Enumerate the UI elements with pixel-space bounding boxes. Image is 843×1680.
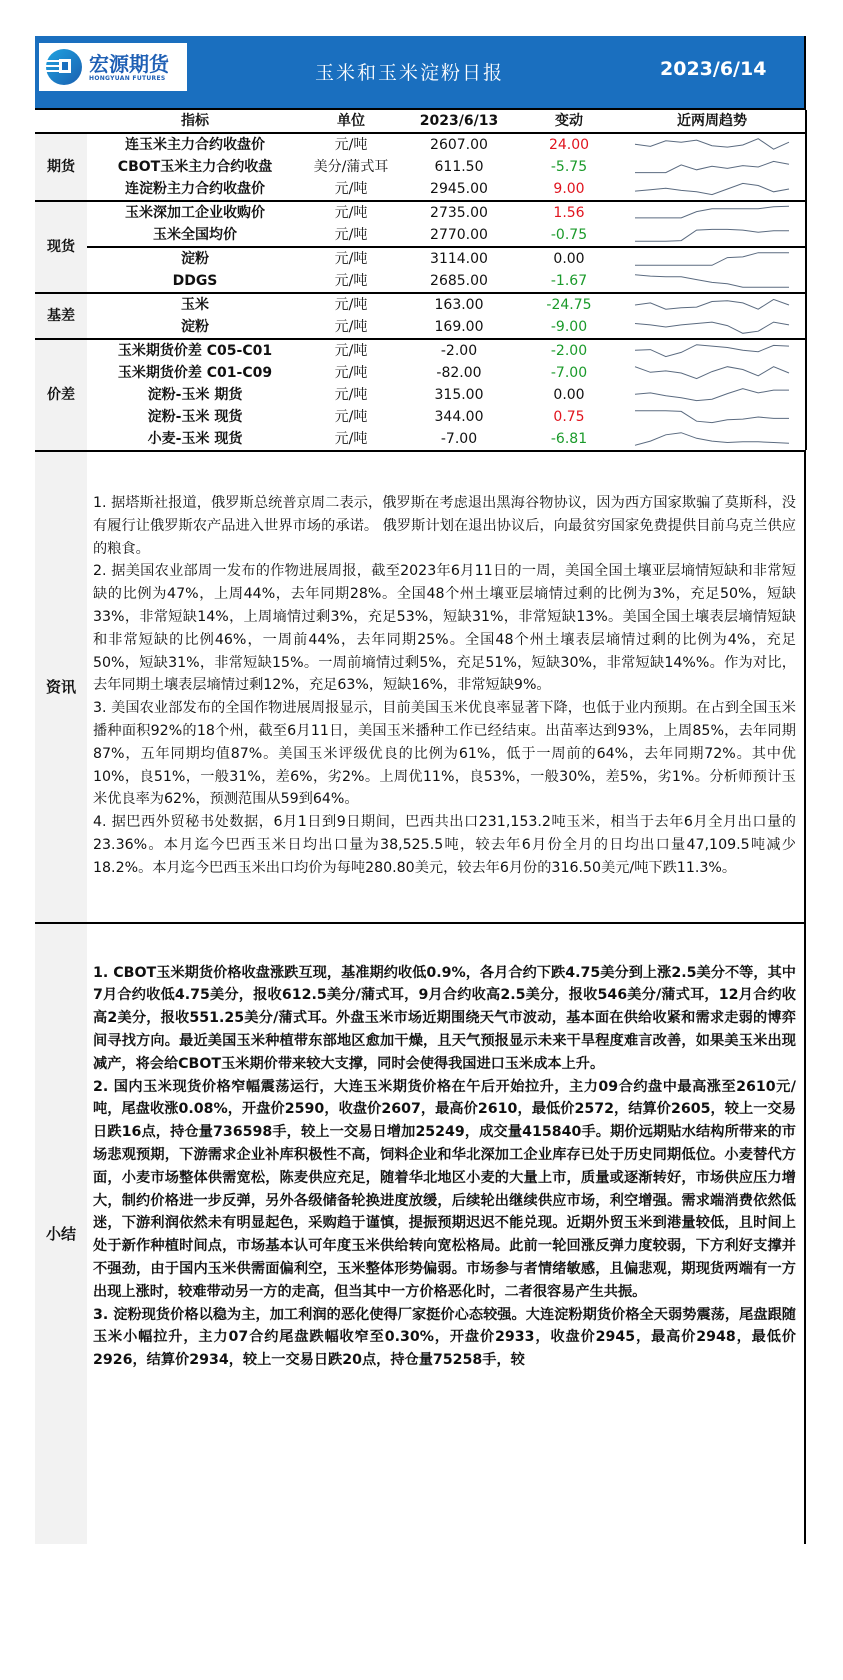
header-category	[35, 110, 87, 133]
category-label: 价差	[35, 339, 87, 450]
sparkline-chart-icon	[633, 180, 791, 198]
table-row	[35, 406, 806, 428]
value: 2685.00	[430, 273, 488, 289]
value: 344.00	[434, 409, 484, 425]
table-row	[35, 224, 806, 247]
value: 611.50	[434, 159, 484, 175]
indicator-name: 玉米深加工企业收购价	[87, 201, 303, 224]
value: -82.00	[436, 365, 482, 381]
indicator-name: 玉米全国均价	[153, 227, 237, 243]
value: 163.00	[399, 293, 519, 316]
report-date: 2023/6/14	[660, 58, 767, 80]
trend-sparkline	[619, 224, 806, 247]
indicator-name: CBOT玉米主力合约收盘	[117, 159, 273, 175]
header-trend: 近两周趋势	[619, 110, 806, 133]
category-label: 期货	[35, 133, 87, 201]
summary-paragraph: 1. CBOT玉米期货价格收盘涨跌互现，基准期约收低0.9%，各月合约下跌4.75美分到上涨2.5美分不等，其中7月合约收低4.75美分，报收612.5美分/蒲式耳，9月合约收高2.5美分，报收546美分/蒲式耳，12月合约收高2美分，报收551.25美分/蒲式耳。外盘玉米市场近期围绕天气市波动，基本面在供给收紧和需求走弱的博弈间寻找方向。最近美国玉米种植带东部地区愈加干燥，且天气预报显示未来干旱程度难言改善，如果美玉米出现减产，将会给CBOT玉米期价带来较大支撑，同时会使得我国进口玉米成本上升。	[93, 964, 796, 1072]
unit: 元/吨	[334, 409, 368, 425]
category-label: 现货	[35, 201, 87, 293]
daily-report	[35, 36, 806, 1544]
report-title: 玉米和玉米淀粉日报	[315, 62, 505, 84]
change: -0.75	[550, 227, 588, 243]
table-row	[35, 133, 806, 156]
change: 0.00	[519, 247, 619, 270]
unit: 元/吨	[334, 387, 368, 403]
sparkline-chart-icon	[633, 408, 791, 426]
value: -7.00	[440, 431, 478, 447]
trend-sparkline	[619, 133, 806, 156]
unit: 元/吨	[334, 319, 368, 335]
table-row	[35, 362, 806, 384]
indicator-name: 玉米期货价差 C01-C09	[117, 365, 273, 381]
unit: 元/吨	[303, 339, 399, 362]
change: 9.00	[553, 181, 585, 197]
value: 2770.00	[430, 227, 488, 243]
news-category-label: 资讯	[35, 452, 87, 922]
table-row	[35, 316, 806, 339]
value: 2607.00	[399, 133, 519, 156]
unit: 元/吨	[334, 227, 368, 243]
indicator-name: 淀粉	[87, 247, 303, 270]
unit: 元/吨	[334, 365, 368, 381]
indicator-name: 淀粉-玉米 期货	[147, 387, 243, 403]
value: 315.00	[434, 387, 484, 403]
unit: 元/吨	[303, 201, 399, 224]
value: -2.00	[399, 339, 519, 362]
trend-sparkline	[619, 178, 806, 201]
trend-sparkline	[619, 339, 806, 362]
header-unit: 单位	[337, 113, 365, 129]
trend-sparkline	[619, 201, 806, 224]
table-row	[35, 247, 806, 270]
trend-sparkline	[619, 270, 806, 293]
value: 169.00	[434, 319, 484, 335]
unit: 元/吨	[303, 293, 399, 316]
header-indicator: 指标	[181, 113, 209, 129]
logo-english-name: HONGYUAN FUTURES	[89, 74, 166, 82]
table-row	[35, 270, 806, 293]
indicator-name: 连玉米主力合约收盘价	[87, 133, 303, 156]
unit: 元/吨	[334, 431, 368, 447]
change: -6.81	[550, 431, 588, 447]
summary-section	[35, 922, 806, 1544]
sparkline-chart-icon	[633, 296, 791, 314]
sparkline-chart-icon	[633, 204, 791, 222]
sparkline-chart-icon	[633, 226, 791, 244]
news-paragraph: 3. 美国农业部发布的全国作物进展周报显示，目前美国玉米优良率显著下降，也低于业内预期。在占到全国玉米播种面积92%的18个州，截至6月11日，美国玉米播种工作已经结束。出苗率达到93%，上周85%，去年同期87%，五年同期均值87%。美国玉米评级优良的比例为61%，低于一周前的64%，去年同期72%。其中优10%，良51%，一般31%，差6%，劣2%。上周优11%，良53%，一般30%，差5%，劣1%。分析师预计玉米优良率为62%，预测范围从59到64%。	[93, 700, 796, 808]
news-paragraph: 2. 据美国农业部周一发布的作物进展周报，截至2023年6月11日的一周，美国全国土壤亚层墒情短缺和非常短缺的比例为47%，上周44%，去年同期28%。全国48个州土壤亚层墒情过剩的比例为3%，充足50%，短缺33%，非常短缺14%，上周墒情过剩3%，充足53%，短缺31%，非常短缺13%。美国全国土壤表层墒情短缺和非常短缺的比例46%，一周前44%，去年同期25%。全国48个州土壤表层墒情过剩的比例为4%，充足50%，短缺31%，非常短缺15%。一周前墒情过剩5%，充足51%，短缺30%，非常短缺14%%。作为对比，去年同期土壤表层墒情过剩12%，充足63%，短缺16%，非常短缺9%。	[93, 563, 796, 694]
news-body	[87, 452, 804, 922]
sparkline-chart-icon	[633, 158, 791, 176]
change: 0.75	[553, 409, 585, 425]
trend-sparkline	[619, 156, 806, 178]
value: 2945.00	[430, 181, 488, 197]
sparkline-chart-icon	[633, 136, 791, 154]
report-header	[35, 36, 806, 108]
sparkline-chart-icon	[633, 342, 791, 360]
trend-sparkline	[619, 384, 806, 406]
change: -5.75	[550, 159, 588, 175]
header-change: 变动	[555, 113, 583, 129]
change: -2.00	[519, 339, 619, 362]
indicator-name: DDGS	[172, 273, 218, 289]
change: 1.56	[519, 201, 619, 224]
summary-paragraph: 3. 淀粉现货价格以稳为主，加工利润的恶化使得厂家挺价心态较强。大连淀粉期货价格全天弱势震荡，尾盘跟随玉米小幅拉升，主力07合约尾盘跌幅收窄至0.30%，开盘价2933，收盘价2945，最高价2948，最低价2926，结算价2934，较上一交易日跌20点，持仓量75258手，较	[93, 1306, 796, 1369]
unit: 元/吨	[334, 273, 368, 289]
change: 24.00	[519, 133, 619, 156]
table-row	[35, 339, 806, 362]
change: -7.00	[550, 365, 588, 381]
indicator-name: 小麦-玉米 现货	[147, 431, 243, 447]
category-label: 基差	[35, 293, 87, 339]
table-row	[35, 201, 806, 224]
indicator-name: 玉米	[87, 293, 303, 316]
summary-category-label: 小结	[35, 924, 87, 1544]
table-row	[35, 178, 806, 201]
trend-sparkline	[619, 406, 806, 428]
trend-sparkline	[619, 293, 806, 316]
trend-sparkline	[619, 362, 806, 384]
indicator-name: 淀粉-玉米 现货	[147, 409, 243, 425]
unit: 元/吨	[303, 133, 399, 156]
indicator-name: 玉米期货价差 C05-C01	[87, 339, 303, 362]
trend-sparkline	[619, 247, 806, 270]
table-row	[35, 156, 806, 178]
sparkline-chart-icon	[633, 386, 791, 404]
hongyuan-logo-icon	[44, 47, 84, 87]
news-paragraph: 4. 据巴西外贸秘书处数据，6月1日到9日期间，巴西共出口231,153.2吨玉米，相当于去年6月全月出口量的23.36%。本月迄今巴西玉米日均出口量为38,525.5吨，较去年6月份全月的日均出口量47,109.5吨减少18.2%。本月迄今巴西玉米出口均价为每吨280.80美元，较去年6月份的316.50美元/吨下跌11.3%。	[93, 814, 796, 876]
trend-sparkline	[619, 428, 806, 450]
sparkline-chart-icon	[633, 272, 791, 290]
summary-paragraph: 2. 国内玉米现货价格窄幅震荡运行，大连玉米期货价格在午后开始拉升，主力09合约盘中最高涨至2610元/吨，尾盘收涨0.08%，开盘价2590，收盘价2607，最高价2610，最低价2572，结算价2605，较上一交易日跌16点，持仓量736598手，较上一交易日增加25249，成交量415840手。期价远期贴水结构所带来的市场悲观预期，下游需求企业补库积极性不高，饲料企业和华北深加工企业库存已处于历史同期低位。小麦替代方面，小麦市场整体供需宽松，陈麦供应充足，随着华北地区小麦的大量上市，质量或逐渐转好，市场供应压力增大，制约价格进一步反弹，另外各级储备轮换进度放缓，后续轮出继续供应市场，利空增强。需求端消费依然低迷，下游利润依然未有明显起色，采购趋于谨慎，提振预期迟迟不能兑现。近期外贸玉米到港量较低，且时间上处于新作种植时间点，市场基本认可年度玉米供给转向宽松格局。此前一轮回涨反弹力度较弱，下方利好支撑并不强劲，由于国内玉米供需面偏利空，玉米整体形势偏弱。市场参与者情绪敏感，且偏悲观，期现货两端有一方出现上涨时，较难带动另一方的走高，但当其中一方价格恶化时，二者很容易产生共振。	[93, 1078, 796, 1300]
company-logo	[39, 43, 187, 91]
header-date: 2023/6/13	[419, 113, 499, 129]
sparkline-chart-icon	[633, 318, 791, 336]
news-paragraph: 1. 据塔斯社报道，俄罗斯总统普京周二表示，俄罗斯在考虑退出黑海谷物协议，因为西方国家欺骗了莫斯科，没有履行让俄罗斯农产品进入世界市场的承诺。 俄罗斯计划在退出协议后，向最贫穷国家免费提供目前乌克兰供应的粮食。	[93, 495, 796, 557]
change: 0.00	[553, 387, 585, 403]
sparkline-chart-icon	[633, 364, 791, 382]
table-row	[35, 384, 806, 406]
unit: 元/吨	[303, 247, 399, 270]
table-header-row	[35, 110, 806, 133]
indicator-name: 淀粉	[181, 319, 209, 335]
sparkline-chart-icon	[633, 430, 791, 448]
summary-body	[87, 924, 804, 1544]
change: -9.00	[550, 319, 588, 335]
change: -24.75	[519, 293, 619, 316]
table-row	[35, 293, 806, 316]
unit: 美分/蒲式耳	[313, 159, 389, 175]
logo-chinese-name: 宏源期货	[89, 51, 169, 76]
table-row	[35, 428, 806, 450]
trend-sparkline	[619, 316, 806, 339]
value: 2735.00	[399, 201, 519, 224]
value: 3114.00	[399, 247, 519, 270]
change: -1.67	[550, 273, 588, 289]
unit: 元/吨	[334, 181, 368, 197]
indicator-name: 连淀粉主力合约收盘价	[125, 181, 265, 197]
indicator-table	[35, 110, 807, 450]
sparkline-chart-icon	[633, 250, 791, 268]
news-section	[35, 450, 806, 922]
